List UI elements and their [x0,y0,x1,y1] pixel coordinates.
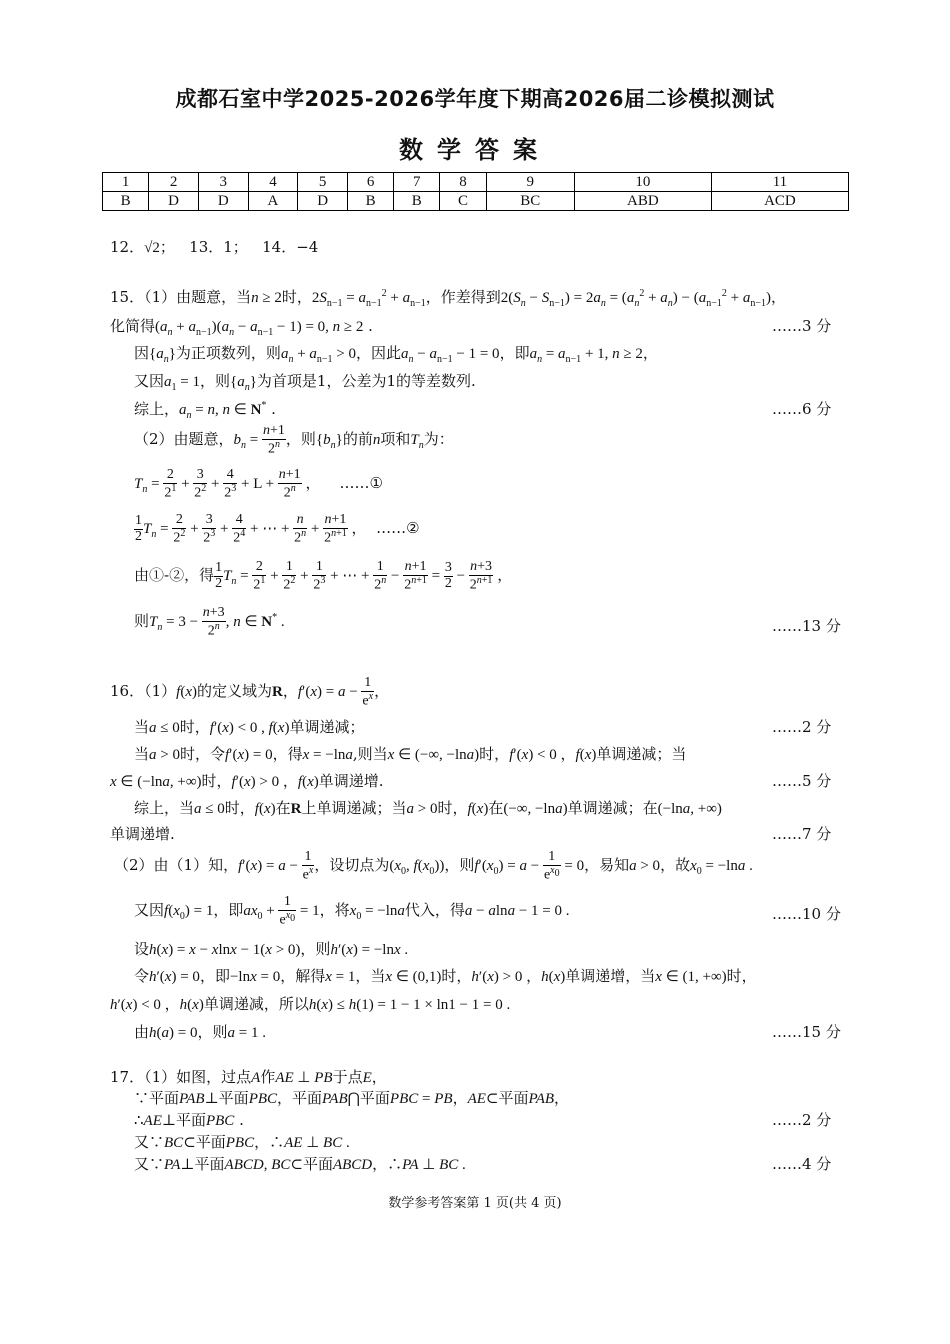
text: ，则 [300,940,331,958]
text: ∵平面 [134,1089,180,1107]
text: ，即 [499,344,530,362]
formula: $a_n - a_{n-1} - 1 = 0$ [401,346,500,365]
q15-line-2: 化简得$(a_n + a_{n-1})(a_n - a_{n-1} - 1) = 0$, n ≥ 2 . [110,317,373,338]
formula: x ∈ (1, +∞) [655,969,727,985]
text: 又因 [134,900,165,919]
text: 当 [134,745,150,763]
text: 综上，当 [134,799,195,817]
text: 综上， [134,400,180,418]
formula: E [362,1070,372,1086]
text: ，平面 [277,1089,323,1107]
text: 为正项数列，则 [175,344,281,362]
formula: h′(x) > 0 ，h(x) [471,969,566,985]
table-cell: D [149,192,199,211]
text: ⊥平面 [161,1111,206,1129]
text: 上单调递减；当 [301,799,407,817]
fill-in-answers [110,236,318,257]
text: ⊂平面 [290,1155,333,1173]
formula: −lnx = 0 [229,969,281,985]
formula: $\{a_n\}$ [230,374,257,393]
formula: PBC [205,1113,235,1129]
formula: BC [164,1135,184,1151]
text: ，则 [285,429,316,448]
text: （2）由题意， [134,429,234,448]
equation-marker: ……② [376,518,420,537]
q15-line-6 [134,424,454,457]
table-cell: C [440,192,486,211]
text: ，故 [660,855,691,874]
formula: f′(x) < 0 ，f(x) [509,747,597,763]
formula: f′(x) = a − $\frac{1}{e^x}$ [297,675,374,709]
formula: (−∞, −lna) [503,801,568,817]
formula: AE [143,1113,162,1129]
text: ， [452,1089,468,1107]
formula: f(x) [176,683,197,700]
answer-table [102,172,849,211]
score-mark: ……6 分 [772,400,832,418]
q17-line-3: ∴AE⊥平面PBC . [134,1111,244,1129]
text: ∴ [134,1111,144,1129]
text: 由①-②，得 [134,565,215,584]
formula: ABCD [332,1157,373,1173]
q15-line-4 [134,370,476,393]
text: 的前 [342,429,373,448]
text: 项和 [380,429,411,448]
formula: h′(x) < 0 ，h(x) [110,997,204,1013]
text: 时， [179,718,210,736]
formula: $T_n$ [410,431,424,451]
formula: $f(x_0) = 1$ [164,902,214,922]
score-mark: ……4 分 [772,1155,832,1173]
text: 15．（1）由题意，当 [110,288,252,306]
table-cell: B [103,192,149,211]
table-cell: 4 [248,173,298,192]
page-footer: 数学参考答案第 1 页(共 4 页) [388,1196,562,1211]
formula: h(x) = x − xlnx − 1(x > 0) [149,942,301,958]
formula: h′(x) = 0 [149,969,200,985]
text: ，将 [319,900,350,919]
text: 时， [441,967,472,985]
formula: a = 1 . [227,1025,266,1041]
table-cell: ABD [574,192,711,211]
text: 在 [488,799,504,817]
score-mark: ……2 分 [772,718,832,736]
text: 单调递增. [318,772,384,790]
page-title: 成都石室中学2025-2026学年度下期高2026届二诊模拟测试 [175,87,775,111]
text: 因 [134,344,150,362]
table-cell: A [248,192,298,211]
table-cell: 1 [103,173,149,192]
formula: $a_n = a_{n-1} + 1$, n ≥ 2 [529,346,643,365]
q17-line-4 [134,1131,350,1152]
formula: f′(x) = 0 [225,747,273,763]
formula: f(x) [467,801,489,817]
text: 时， [726,967,757,985]
formula: ($x_0$, $f(x_0)$) [389,857,445,877]
text: ⊥平面 [180,1155,225,1173]
text: 17．（1）如图，过点 [110,1068,252,1086]
text: ，易知 [584,855,630,874]
text: ，设切点为 [314,855,390,874]
table-cell: 11 [711,173,848,192]
formula: PAB [179,1091,205,1107]
formula: $\frac{1}{2}$ $T_n$ = $\frac{2}{2^2}$ + $\frac{3}{2^3}$ + $\frac{4}{2^4}$ + ⋯ + $\frac{n}{2^n}$ + $\frac{n+1}{2^{n+1}}$ ， [135,512,367,546]
table-cell: 7 [394,173,440,192]
text: ，得 [272,745,303,763]
formula: PBC = PB [389,1091,453,1107]
text: ，即 [213,900,244,919]
formula: x = −lna [302,747,353,763]
formula: PA [164,1157,181,1173]
q16-line-4 [110,770,384,791]
table-cell: B [394,192,440,211]
text: 时， [437,799,468,817]
text: 又因 [134,372,165,390]
q13-answer: 13．1； [189,238,248,256]
formula: a > 0 [629,857,661,874]
q15-line-10 [134,606,285,639]
table-cell: B [347,192,393,211]
score-mark: ……5 分 [772,772,832,790]
text: ，∴ [254,1133,285,1151]
formula: AE ⊥ BC . [284,1135,350,1151]
formula: $T_n$ = $\frac{2}{2^1}$ + $\frac{3}{2^2}$ + $\frac{4}{2^3}$ + L + $\frac{n+1}{2^n}$ ， [134,467,321,501]
text: 为： [423,429,454,448]
formula: x = 1 [325,969,356,985]
text: ，∴ [372,1155,403,1173]
table-cell: 2 [149,173,199,192]
page-subtitle: 数学答案 [399,136,551,164]
formula: x ∈ (−lna, +∞) [110,774,202,790]
formula: PAB [528,1091,555,1107]
text: 时， [201,772,232,790]
formula: h(x) ≤ h(1) = 1 − 1 × ln1 − 1 = 0 . [308,997,511,1013]
text: 当 [134,718,150,736]
text: ，即 [199,967,230,985]
formula: n [372,431,381,448]
text: 时， [224,799,255,817]
q15-line-9 [134,560,512,593]
q16-line-9 [134,938,408,959]
formula: h′(x) = −lnx . [330,942,409,958]
text: （2）由（1）知， [114,855,239,874]
formula: f′(x) = a − $\frac{1}{e^x}$ [238,849,314,883]
q16-line-11 [110,993,510,1014]
q16-line-6: 单调递增. [110,825,175,843]
score-mark: ……7 分 [772,825,832,843]
formula: $ax_0$ + $\frac{1}{e^{x_0}}$ = 1 [243,894,320,928]
formula: ≥ 2 [258,290,282,306]
q15-line-3: 因$\{a_n\}$为正项数列，则$a_n + a_{n-1} > 0$，因此$a_n - a_{n-1} - 1 = 0$，即$a_n = a_{n-1} + 1$, n ≥ 2， [134,344,658,365]
sqrt2-formula: √2 [144,240,160,256]
q16-line-12 [134,1021,266,1042]
text: ，则 [444,855,475,874]
formula: $T_n = 3$ − $\frac{n+3}{2^n}$ , n ∈ N* . [149,605,285,639]
q15-line-5: 综上，$a_n = n$, n ∈ N* . [134,400,276,421]
text: 则 [134,611,150,630]
q17-line-5 [134,1153,466,1174]
text: 化简得 [110,317,156,335]
text: ，因此 [356,344,402,362]
text: ⊂平面 [485,1089,529,1107]
text: 单调递减；在 [567,799,658,817]
text: ，当 [355,967,386,985]
text: 单调递增，当 [565,967,656,985]
q17-line-1: 17．（1）如图，过点A作AE ⊥ PB于点E， [110,1068,387,1086]
q16-line-1: 16．（1）f(x)的定义域为R，f′(x) = a − $\frac{1}{e^x}$ ， [110,675,390,709]
formula: $2S_{n-1} = a_{n-1}^2 + a_{n-1}$ [311,288,426,309]
text: 的定义域为 [196,681,272,700]
equation-marker: ……① [339,473,383,492]
q16-line-3 [134,743,686,764]
formula: $x_0 = -\ln a$ . [690,857,753,877]
score-mark: ……3 分 [772,317,832,335]
formula: $\frac{1}{2}$ $T_n$ = $\frac{2}{2^1}$ + $\frac{1}{2^2}$ + $\frac{1}{2^3}$ + ⋯ + $\frac{1}{2^n}$ − $\frac{n+1}{2^{n+1}}$ = $\frac{3}{2}$ − $\frac{n+3}{2^{n+1}}$ ， [215,559,513,593]
text: 时， [281,288,312,306]
score-mark: ……10 分 [772,905,841,923]
text: ⋂平面 [347,1089,390,1107]
q14-answer: 14．−4 [262,238,319,256]
formula: a > 0 [149,747,180,763]
q15-line-1: 15．（1）由题意，当n ≥ 2时，$2S_{n-1} = a_{n-1}^2 + a_{n-1}$，作差得到$2(S_n - S_{n-1}) = 2a_n = (a_n^2 + a_n) - (a_{n-1}^2 + a_{n-1})$， [110,288,786,309]
score-mark: ……2 分 [772,1111,832,1129]
formula: a ≤ 0 [194,801,225,817]
table-cell: 10 [574,173,711,192]
formula: n [251,290,259,306]
formula: $b_n$ = $\frac{n+1}{2^n}$ [233,423,285,457]
answer-table-numbers-row [103,173,849,192]
score-mark: ……13 分 [772,617,841,635]
formula: $\{b_n\}$ [315,431,343,451]
formula: a − alna − 1 = 0 . [464,902,570,919]
q15-line-7 [134,468,383,501]
q16-line-10 [134,965,757,986]
table-cell: BC [486,192,574,211]
answer-table-answers-row [103,192,849,211]
formula: PAB [322,1091,348,1107]
formula: PA ⊥ BC . [402,1157,466,1173]
text: ⊂平面 [183,1133,226,1151]
table-cell: 6 [347,173,393,192]
text: 作 [260,1068,276,1086]
text: 单调递减； [289,718,365,736]
text: 代入，得 [404,900,465,919]
table-cell: 3 [198,173,248,192]
formula: $a_n + a_{n-1} > 0$ [280,346,357,365]
formula: $\{a_n\}$ [149,346,176,365]
text: ，则 [199,372,230,390]
text: 单调递减；当 [596,745,687,763]
text: ，则 [197,1023,228,1041]
formula: $a_n = n$, n ∈ N* [179,400,267,421]
q16-line-8 [134,895,569,928]
formula: AE [467,1091,486,1107]
text: 设 [134,940,150,958]
formula: f′(x) > 0 ，f(x) [231,774,319,790]
table-cell: 8 [440,173,486,192]
text: 时， [479,745,510,763]
formula: $(a_n + a_{n-1})(a_n - a_{n-1} - 1) = 0$, n ≥ 2 [155,319,364,338]
formula: PBC [248,1091,278,1107]
text: 于点 [332,1068,363,1086]
formula: f′(x) < 0 , f(x) [209,720,290,736]
text: 又∵ [134,1133,165,1151]
text: ，作差得到 [425,288,501,306]
formula: (−lna, +∞) [657,801,722,817]
formula: f(x) [254,801,276,817]
formula: A [251,1070,261,1086]
text: 时，令 [179,745,225,763]
table-cell: D [298,192,348,211]
formula: a > 0 [406,801,438,817]
text: ,则当 [352,745,388,763]
q17-line-2: ∵平面PAB⊥平面PBC，平面PAB⋂平面PBC = PB，AE⊂平面PAB， [134,1089,570,1107]
table-cell: ACD [711,192,848,211]
formula: $2(S_n - S_{n-1}) = 2a_n = (a_n^2 + a_n) - (a_{n-1}^2 + a_{n-1})$ [500,288,771,309]
q12-sep: ； [159,238,175,256]
table-cell: 5 [298,173,348,192]
table-cell: D [198,192,248,211]
table-cell: 9 [486,173,574,192]
q16-line-7 [114,850,753,883]
formula: $x_0 = -\ln a$ [349,902,405,922]
text: 16．（1） [110,681,177,700]
text: ⊥平面 [204,1089,249,1107]
formula: AE ⊥ PB [275,1070,333,1086]
formula: R [290,801,302,817]
formula: a ≤ 0 [149,720,180,736]
formula: PBC [225,1135,255,1151]
text: 由 [134,1023,150,1041]
formula: R [272,683,283,700]
formula: x ∈ (−∞, −lna) [387,747,480,763]
text: ，解得 [280,967,326,985]
text: 在 [275,799,291,817]
text: 令 [134,967,150,985]
formula: ABCD, BC [224,1157,291,1173]
q15-line-8 [134,513,420,546]
text: 单调递减，所以 [203,995,309,1013]
q12-label: 12． [110,238,145,256]
text: 为首项是1，公差为1的等差数列. [256,372,476,390]
formula: h(a) = 0 [149,1025,198,1041]
text: 又∵ [134,1155,165,1173]
formula: $f'(x_0) = a$ − $\frac{1}{e^{x_0}}$ = 0 [474,849,585,883]
q16-line-5 [134,797,722,818]
formula: x ∈ (0,1) [385,969,442,985]
q16-line-2 [134,716,364,737]
formula: $a_1 = 1$ [164,374,200,393]
score-mark: ……15 分 [772,1023,841,1041]
